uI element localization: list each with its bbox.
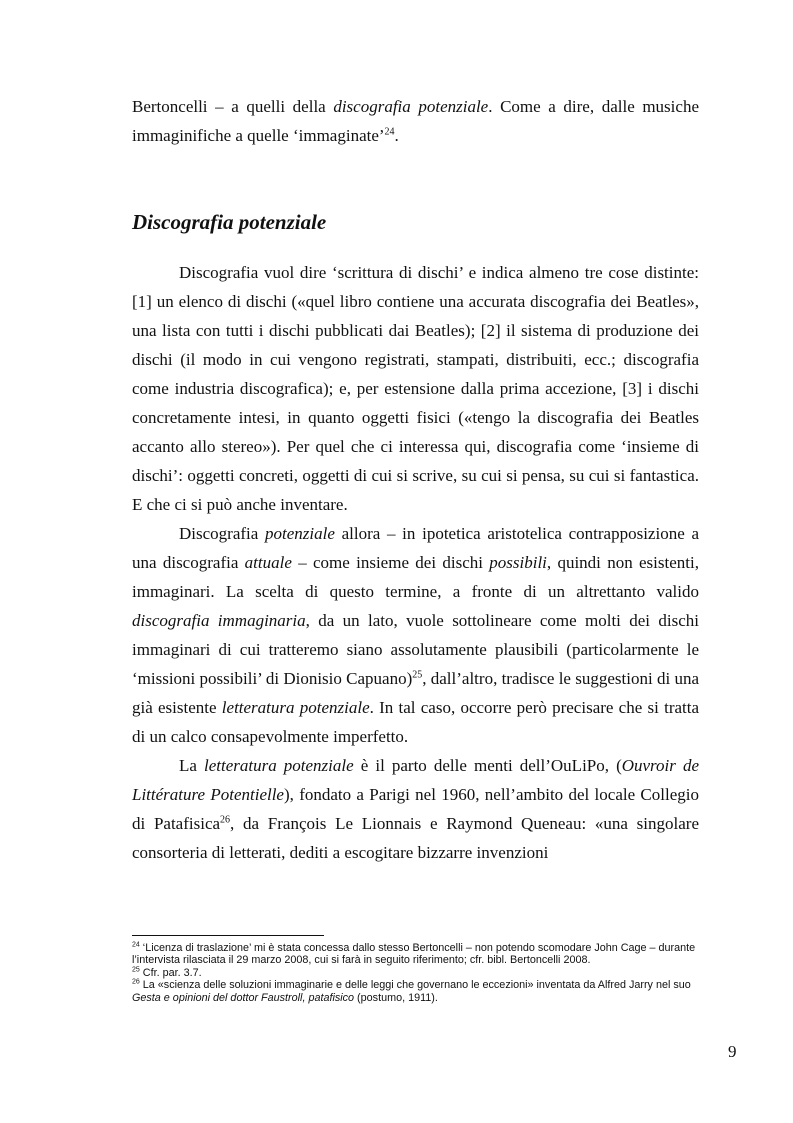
- footnote-25: $^{25}$ Cfr. par. 3.7.: [132, 966, 202, 979]
- section-body: [132, 258, 699, 867]
- footnote-ref-24[interactable]: 24: [384, 126, 395, 138]
- paragraph-3: La letteratura potenziale è il parto delle menti dell’OuLiPo, (Ouvroir de Littérature Potentielle), fondato a Parigi nel 1960, nell’ambito del locale Collegio di Patafisica$^{26}$, da François Le Lionnais e Raymond Queneau: «una singolare consorteria di letterati, dediti a escogitare bizzarre invenzioni: [132, 756, 699, 862]
- paragraph-1: Discografia vuol dire ‘scrittura di dischi’ e indica almeno tre cose distinte: [1] un elenco di dischi («quel libro contiene una accurata discografia dei Beatles», una lista con tutti i dischi pubblicati dai Beatles); [2] il sistema di produzione dei dischi (il modo in cui vengono registrati, stampati, distribuiti, ecc.; discografia come industria discografica); e, per estensione dalla prima accezione, [3] i dischi concretamente intesi, in quanto oggetti fisici («tengo la discografia dei Beatles accanto allo stereo»). Per quel che ci interessa qui, discografia come ‘insieme di dischi’: oggetti concreti, oggetti di cui si scrive, su cui si pensa, su cui si fantastica. E che ci si può anche inventare.: [132, 263, 699, 514]
- footnote-26: $^{26}$ La «scienza delle soluzioni immaginarie e delle leggi che governano le eccezioni» inventata da Alfred Jarry nel suo Gesta e opinioni del dottor Faustroll, patafisico (postumo, 1911).: [132, 978, 691, 1004]
- footnote-mark: 26: [132, 978, 140, 986]
- footnote-ref-25[interactable]: 25: [412, 669, 423, 681]
- footnote-separator: [132, 935, 324, 936]
- page-number: 9: [728, 1042, 737, 1061]
- footnote-ref-26[interactable]: 26: [220, 814, 231, 826]
- paragraph-2: Discografia potenziale allora – in ipotetica aristotelica contrapposizione a una discografia attuale – come insieme dei dischi possibili, quindi non esistenti, immaginari. La scelta di questo termine, a fronte di un altrettanto valido discografia immaginaria, da un lato, vuole sottolineare come molti dei dischi immaginari di cui tratteremo siano assolutamente plausibili (particolarmente le ‘missioni possibili’ di Dionisio Capuano)$^{25}$, dall’altro, tradisce le suggestioni di una già esistente letteratura potenziale. In tal caso, occorre però precisare che si tratta di un calco consapevolmente imperfetto.: [132, 524, 700, 746]
- footnote-mark: 25: [132, 966, 140, 974]
- section-heading: Discografia potenziale: [132, 210, 327, 234]
- intro-paragraph: [132, 92, 699, 150]
- intro-text-cont: . Come a dire, dalle musiche immaginifiche a quelle ‘immaginate’: [132, 97, 699, 145]
- footnote-mark: 24: [132, 941, 140, 949]
- footnote-24: $^{24}$ ‘Licenza di traslazione’ mi è stata concessa dallo stesso Bertoncelli – non potendo scomodare John Cage – durante l’intervista rilasciata il 29 marzo 2008, cui si farà in seguito riferimento; cfr. bibl. Bertoncelli 2008.: [132, 941, 696, 967]
- footnotes: [132, 942, 697, 1004]
- intro-text: Bertoncelli – a quelli della: [132, 97, 334, 116]
- intro-emphasis: discografia potenziale: [333, 97, 489, 116]
- intro-text-end: .: [394, 126, 399, 145]
